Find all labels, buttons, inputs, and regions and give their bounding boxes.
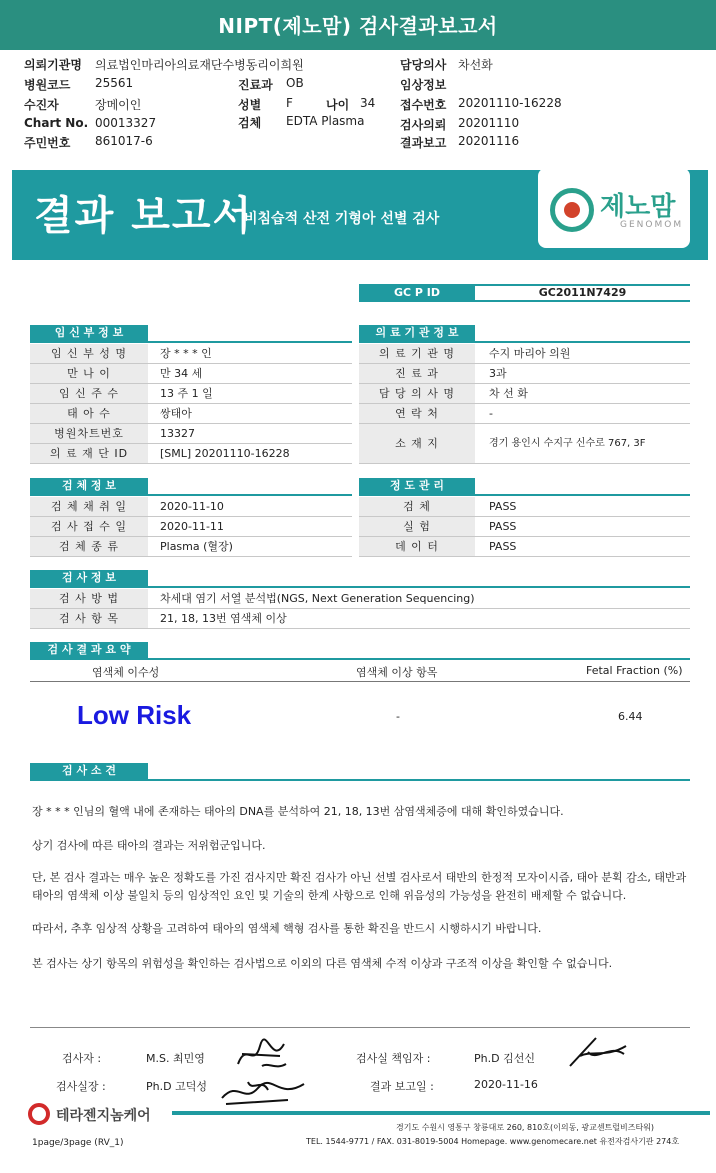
page-number: 1page/3page (RV_1) <box>32 1138 124 1148</box>
finding-paragraph-3: 단, 본 검사 결과는 매우 높은 정확도를 가진 검사지만 확진 검사가 아닌 선별 검사로서 태반의 한정적 모자이시즘, 태아 분획 감소, 태반과 태아의 염색체 이상 불일치 등의 임상적인 요인 및 기술의 한계 사항으로 인해 위음성의 가능성을 완전히 배제할 수 없습니다. <box>32 871 687 902</box>
info-row <box>359 537 690 557</box>
info-row <box>30 537 352 557</box>
finding-paragraph-4: 따라서, 추후 임상적 상황을 고려하여 태아의 염색체 핵형 검사를 통한 확진을 반드시 시행하시기 바랍니다. <box>32 922 542 935</box>
row-label: 실 험 <box>359 517 475 536</box>
chart-value: 00013327 <box>95 116 157 130</box>
row-label: 검 체 종 류 <box>30 537 148 556</box>
row-value: 만 34 세 <box>160 367 203 380</box>
responsible-signature <box>566 1032 630 1072</box>
responsible-value: Ph.D 김선신 <box>474 1052 535 1065</box>
row-label: 임 신 부 성 명 <box>30 344 148 363</box>
footer-teal-bar <box>172 1111 710 1115</box>
info-row <box>30 497 352 517</box>
report-label: 결과보고 <box>400 136 447 150</box>
responsible-label: 검사실 책임자 : <box>356 1052 431 1065</box>
age-value: 34 <box>360 96 376 110</box>
report-date-value: 2020-11-16 <box>474 1078 538 1091</box>
hospital-code-label: 병원코드 <box>24 78 71 92</box>
fetal-fraction-value: 6.44 <box>618 710 643 723</box>
row-value: 차세대 염기 서열 분석법(NGS, Next Generation Sequencing) <box>160 592 475 605</box>
logo-english: GENOMOM <box>620 220 684 230</box>
pregnancy-rule <box>30 341 352 343</box>
info-row <box>30 444 352 464</box>
header-info <box>0 50 716 165</box>
receipt-label: 접수번호 <box>400 98 447 112</box>
tester-label: 검사자 : <box>62 1052 102 1065</box>
info-row <box>359 384 690 404</box>
medical-heading: 의 료 기 관 정 보 <box>359 325 475 341</box>
summary-rule <box>30 658 690 660</box>
specimen-label: 검체 <box>238 116 262 130</box>
finding-paragraph-1: 장 * * * 인님의 혈액 내에 존재하는 태아의 DNA를 분석하여 21, 18, 13번 삼염색체증에 대해 확인하였습니다. <box>32 805 564 818</box>
row-value: 13327 <box>160 427 195 440</box>
row-label: 데 이 터 <box>359 537 475 556</box>
row-value: PASS <box>489 540 517 553</box>
info-row <box>30 344 352 364</box>
row-value: 13 주 1 일 <box>160 387 213 400</box>
hospital-code-value: 25561 <box>95 76 134 90</box>
request-label: 검사의뢰 <box>400 118 447 132</box>
institution-value: 의료법인마리아의료재단수병동리이희원 <box>95 58 304 72</box>
col-aneuploidy: 염색체 이수성 <box>92 666 160 679</box>
test-info-rule <box>30 586 690 588</box>
report-date-label: 결과 보고일 : <box>370 1080 434 1093</box>
row-label: 담 당 의 사 명 <box>359 384 475 403</box>
row-label: 의 료 기 관 명 <box>359 344 475 363</box>
doctor-value: 차선화 <box>458 58 493 72</box>
banner-title: 결과 보고서 <box>34 193 254 239</box>
report-title: NIPT(제노맘) 검사결과보고서 <box>0 0 716 50</box>
row-value: 수지 마리아 의원 <box>489 347 571 360</box>
info-row <box>30 404 352 424</box>
row-value: 21, 18, 13번 염색체 이상 <box>160 612 287 625</box>
row-value: PASS <box>489 520 517 533</box>
row-label: 검 사 접 수 일 <box>30 517 148 536</box>
row-label: 연 락 처 <box>359 404 475 423</box>
receipt-value: 20201110-16228 <box>458 96 562 110</box>
risk-result: Low Risk <box>77 700 192 730</box>
info-row <box>359 404 690 424</box>
specimen-heading: 검 체 정 보 <box>30 478 148 494</box>
specimen-rule <box>30 494 352 496</box>
row-value: Plasma (혈장) <box>160 540 233 553</box>
footer-rule <box>30 1027 690 1028</box>
info-row <box>30 364 352 384</box>
info-row <box>359 364 690 384</box>
pregnancy-heading: 임 신 부 정 보 <box>30 325 148 341</box>
row-label: 임 신 주 수 <box>30 384 148 403</box>
info-row <box>30 384 352 404</box>
row-label: 검 사 항 목 <box>30 609 148 628</box>
examinee-label: 수진자 <box>24 98 59 112</box>
row-label: 만 나 이 <box>30 364 148 383</box>
findings-heading: 검 사 소 견 <box>30 763 148 779</box>
company-contact: TEL. 1544-9771 / FAX. 031-8019-5004 Homepage. www.genomecare.net 유전자검사기관 274호 <box>306 1137 680 1146</box>
info-row <box>30 517 352 537</box>
row-value: - <box>489 407 493 420</box>
doctor-label: 담당의사 <box>400 58 447 72</box>
tester-value: M.S. 최민영 <box>146 1052 205 1065</box>
institution-label: 의뢰기관명 <box>24 58 82 72</box>
address-row <box>359 424 690 464</box>
row-label: 병원차트번호 <box>30 424 148 443</box>
row-value: [SML] 20201110-16228 <box>160 447 290 460</box>
logo-name: 제노맘 <box>600 192 676 222</box>
col-abnormal: 염색체 이상 항목 <box>356 666 438 679</box>
info-row <box>359 517 690 537</box>
dept-label: 진료과 <box>238 78 273 92</box>
info-row <box>30 609 690 629</box>
row-label: 검 체 <box>359 497 475 516</box>
row-label: 검 사 방 법 <box>30 589 148 608</box>
col-fetal-fraction: Fetal Fraction (%) <box>586 664 683 677</box>
info-row <box>30 589 690 609</box>
address-value: 경기 용인시 수지구 신수로 767, 3F <box>489 438 646 449</box>
lab-head-signature <box>218 1070 308 1110</box>
clinical-label: 임상정보 <box>400 78 447 92</box>
abnormal-value: - <box>396 710 400 723</box>
gcpid-label: GC P ID <box>359 284 475 302</box>
sex-value: F <box>286 96 293 110</box>
findings-rule <box>30 779 690 781</box>
company-address: 경기도 수원시 영통구 창룡대로 260, 810호(이의동, 광교센트럴비즈타워) <box>396 1123 655 1132</box>
specimen-value: EDTA Plasma <box>286 114 365 128</box>
lab-head-label: 검사실장 : <box>56 1080 106 1093</box>
age-label: 나이 <box>326 98 350 112</box>
info-row <box>359 344 690 364</box>
finding-paragraph-2: 상기 검사에 따른 태아의 결과는 저위험군입니다. <box>32 839 266 852</box>
sex-label: 성별 <box>238 98 262 112</box>
qc-rule <box>359 494 690 496</box>
row-value: 쌍태아 <box>160 407 192 420</box>
finding-paragraph-5: 본 검사는 상기 항목의 위험성을 확인하는 검사법으로 이외의 다른 염색체 수적 이상과 구조적 이상을 확인할 수 없습니다. <box>32 957 613 970</box>
row-label: 의 료 재 단 ID <box>30 444 148 463</box>
rrn-label: 주민번호 <box>24 136 71 150</box>
row-value: 2020-11-11 <box>160 520 224 533</box>
tester-signature <box>232 1036 292 1074</box>
rrn-value: 861017-6 <box>95 134 153 148</box>
row-value: 차 선 화 <box>489 387 528 400</box>
dept-value: OB <box>286 76 304 90</box>
qc-heading: 정 도 관 리 <box>359 478 475 494</box>
terragen-logo-icon <box>28 1103 50 1125</box>
address-label: 소 재 지 <box>359 424 475 463</box>
genomom-logo <box>538 168 690 248</box>
chart-label: Chart No. <box>24 116 89 130</box>
banner-subtitle: 비침습적 산전 기형아 선별 검사 <box>244 211 440 227</box>
medical-rule <box>359 341 690 343</box>
test-info-heading: 검 사 정 보 <box>30 570 148 586</box>
lab-head-value: Ph.D 고덕성 <box>146 1080 207 1093</box>
row-value: 3과 <box>489 367 507 380</box>
info-row <box>359 497 690 517</box>
summary-heading: 검 사 결 과 요 약 <box>30 642 148 658</box>
company-name: 테라젠지놈케어 <box>56 1108 151 1124</box>
row-value: 장 * * * 인 <box>160 347 212 360</box>
report-value: 20201116 <box>458 134 520 148</box>
gcpid-value: GC2011N7429 <box>475 284 690 302</box>
info-row <box>30 424 352 444</box>
row-label: 태 아 수 <box>30 404 148 423</box>
row-label: 검 체 채 취 일 <box>30 497 148 516</box>
request-value: 20201110 <box>458 116 520 130</box>
row-value: 2020-11-10 <box>160 500 224 513</box>
row-label: 진 료 과 <box>359 364 475 383</box>
examinee-value: 장메이인 <box>95 98 142 112</box>
row-value: PASS <box>489 500 517 513</box>
summary-header-row <box>30 662 690 682</box>
genomom-logo-icon <box>550 188 594 232</box>
